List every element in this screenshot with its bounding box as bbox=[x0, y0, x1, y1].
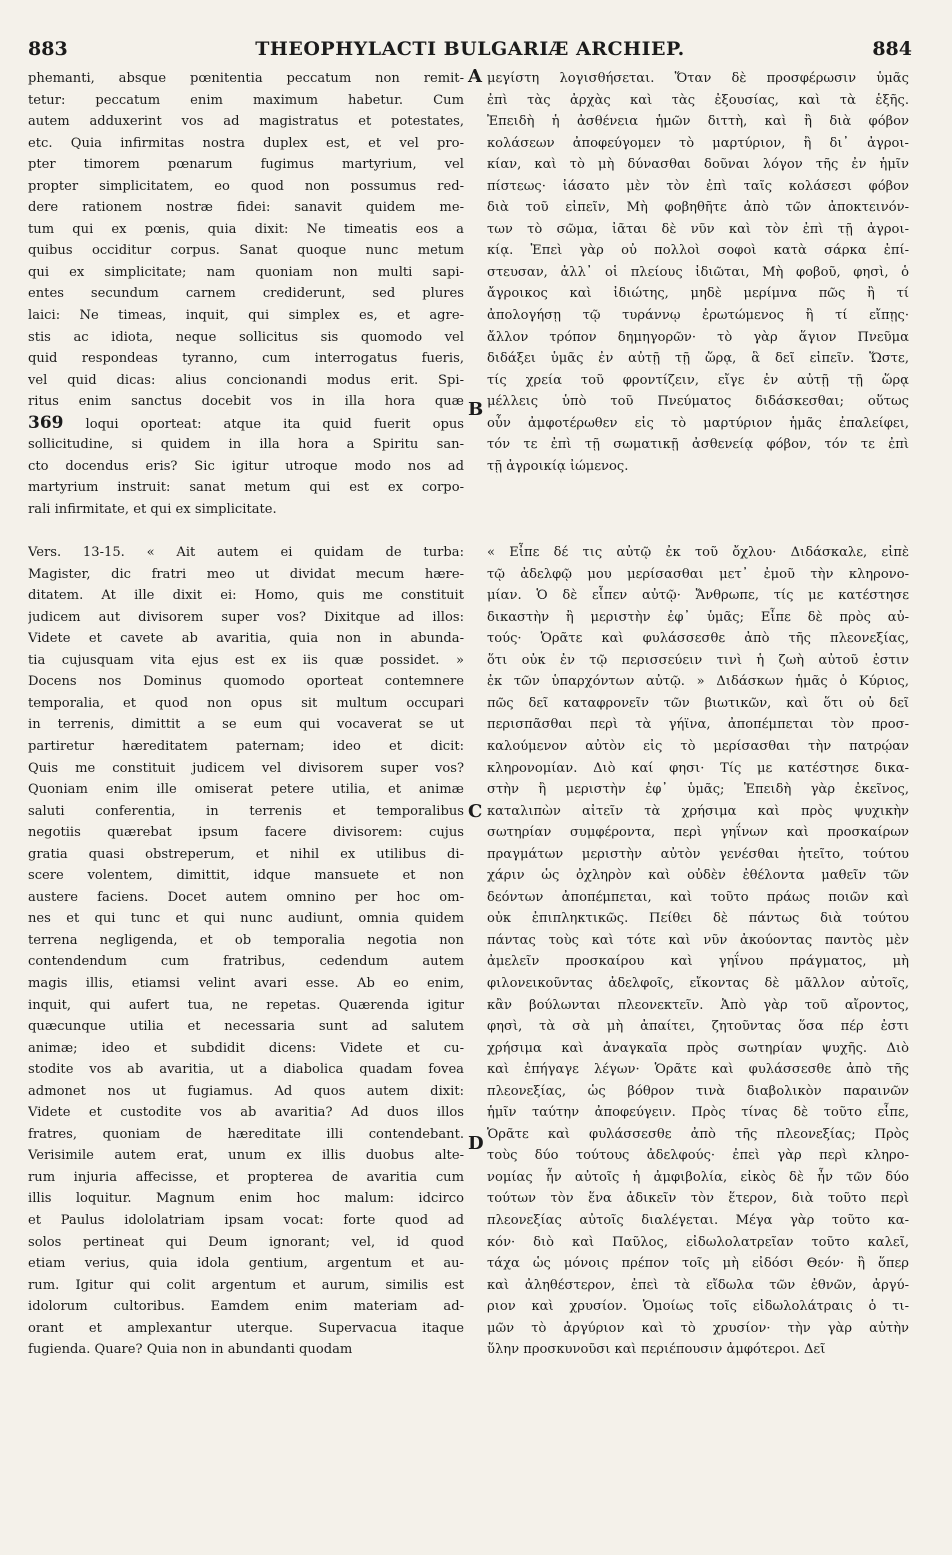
page-header bbox=[28, 38, 912, 64]
greek-line: ἄλλον τρόπον δημηγορῶν· τὸ γὰρ ἅγιον Πνεῦμα bbox=[487, 329, 909, 345]
latin-line: vel quid dicas: alius concionandi modus erit. Spi- bbox=[28, 372, 464, 388]
greek-line: οὐκ ἐπιπληκτικῶς. Πείθει δὲ πάντως διὰ τούτου bbox=[487, 911, 909, 927]
greek-line: κίαν, καὶ τὸ μὴ δύνασθαι δοῦναι λόγον τῆς ἐν ἡμῖν bbox=[487, 157, 909, 173]
greek-line: τάχα ὡς μόνοις πρέπον τοῖς μὴ εἰδόσι Θεόν· ἢ ὅπερ bbox=[487, 1256, 909, 1272]
greek-line: « Εἶπε δέ τις αὐτῷ ἐκ τοῦ ὄχλου· Διδάσκαλε, εἰπὲ bbox=[487, 545, 909, 561]
latin-line: scere volentem, dimittit, idque mansuete et non bbox=[28, 868, 464, 884]
greek-line: των τὸ σῶμα, ἰᾶται δὲ νῦν καὶ τὸν ἐπὶ τῇ ἀγροι- bbox=[487, 221, 909, 237]
greek-line: τούτων τὸν ἕνα ἀδικεῖν τὸν ἕτερον, διὰ τοῦτο περὶ bbox=[487, 1191, 909, 1207]
latin-line: quæcunque utilia et necessaria sunt ad salutem bbox=[28, 1019, 464, 1035]
greek-line: ἄγροικος καὶ ἰδιώτης, μηδὲ μερίμνα πῶς ἢ τί bbox=[487, 286, 909, 302]
latin-line: Vers. 13-15. « Ait autem ei quidam de turba: bbox=[28, 545, 464, 561]
latin-line: ritus enim sanctus docebit vos in illa hora quæ bbox=[28, 394, 464, 410]
greek-line: στευσαν, ἀλλ᾽ οἱ πλείους ἰδιῶται, Μὴ φοβοῦ, φησὶ, ὁ bbox=[487, 264, 909, 280]
latin-line: phemanti, absque pœnitentia peccatum non remit- bbox=[28, 71, 464, 86]
latin-line: Verisimile autem erat, unum ex illis duobus alte- bbox=[28, 1148, 464, 1164]
greek-line: Ὁρᾶτε καὶ φυλάσσεσθε ἀπὸ τῆς πλεονεξίας; Πρὸς bbox=[487, 1126, 909, 1142]
greek-line: κληρονομίαν. Διὸ καί φησι· Τίς με κατέστησε δικα- bbox=[487, 760, 909, 776]
greek-line: φιλονεικοῦντας ἀδελφοῖς, εἴκοντας δὲ μᾶλλον αὐτοῖς, bbox=[487, 975, 909, 991]
paragraph-gap bbox=[487, 477, 909, 499]
greek-line: καὶ ἐπήγαγε λέγων· Ὁρᾶτε καὶ φυλάσσεσθε ἀπὸ τῆς bbox=[487, 1062, 909, 1078]
latin-line: ditatem. At ille dixit ei: Homo, quis me constituit bbox=[28, 588, 464, 604]
latin-line: nes et qui tunc et qui nunc audiunt, omnia quidem bbox=[28, 911, 464, 927]
greek-line: ἀπολογήσῃ τῷ τυράννῳ ἐρωτώμενος ἢ τί εἴπῃς· bbox=[487, 308, 909, 324]
greek-line: δικαστὴν ἢ μεριστὴν ἐφ᾽ ὑμᾶς; Εἶπε δὲ πρὸς αὐ- bbox=[487, 609, 909, 625]
paragraph-gap bbox=[487, 499, 909, 521]
latin-line: inquit, qui aufert tua, ne repetas. Quærenda igitur bbox=[28, 997, 464, 1013]
greek-line: δεόντων ἀποπέμπεται, καὶ τοῦτο πράως ποιῶν καὶ bbox=[487, 889, 909, 905]
greek-line: μίαν. Ὁ δὲ εἶπεν αὐτῷ· Ἄνθρωπε, τίς με κατέστησε bbox=[487, 588, 909, 604]
latin-line: in terrenis, dimittit a se eum qui vocaverat se ut bbox=[28, 717, 464, 733]
latin-line: etc. Quia infirmitas nostra duplex est, et vel pro- bbox=[28, 135, 464, 151]
greek-line: διδάξει ὑμᾶς ἐν αὐτῇ τῇ ὥρᾳ, ἃ δεῖ εἰπεῖν. Ὥστε, bbox=[487, 351, 909, 367]
latin-line: Quoniam enim ille omiserat petere utilia, et animæ bbox=[28, 782, 464, 798]
latin-line: stodite vos ab avaritia, ut a diabolica quadam fovea bbox=[28, 1062, 464, 1078]
latin-line: tum qui ex pœnis, quia dixit: Ne timeatis eos a bbox=[28, 221, 464, 237]
latin-line: qui ex simplicitate; nam quoniam non multi sapi- bbox=[28, 264, 464, 280]
greek-line: τοὺς δύο τούτους ἀδελφούς· ἐπεὶ γὰρ περὶ κληρο- bbox=[487, 1148, 909, 1164]
latin-line: 369 loqui oporteat: atque ita quid fuerit opus bbox=[28, 412, 464, 433]
latin-line: pter timorem pœnarum fugimus martyrium, vel bbox=[28, 157, 464, 173]
latin-line: propter simplicitatem, eo quod non possumus red- bbox=[28, 178, 464, 194]
latin-line: rali infirmitate, et qui ex simplicitate. bbox=[28, 501, 277, 517]
greek-line: κἂν βούλωνται πλεονεκτεῖν. Ἀπὸ γὰρ τοῦ αἴροντος, bbox=[487, 997, 909, 1013]
greek-line: καταλιπὼν αἰτεῖν τὰ χρήσιμα καὶ πρὸς ψυχικὴν bbox=[487, 803, 909, 819]
latin-line: Videte et cavete ab avaritia, quia non in abunda- bbox=[28, 631, 464, 647]
latin-line: admonet nos ut fugiamus. Ad quos autem dixit: bbox=[28, 1083, 464, 1099]
greek-line: κολάσεων ἀποφεύγομεν τὸ μαρτύριον, ἢ δι᾽ ἀγροι- bbox=[487, 135, 909, 151]
greek-line: τόν τε ἐπὶ τῇ σωματικῇ ἀσθενείᾳ φόβον, τόν τε ἐπὶ bbox=[487, 437, 909, 453]
greek-line: κόν· διὸ καὶ Παῦλος, εἰδωλολατρεῖαν τοῦτο καλεῖ, bbox=[487, 1234, 909, 1250]
greek-line: ἡμῖν ταύτην ἀποφεύγειν. Πρὸς τίνας δὲ τοῦτο εἶπε, bbox=[487, 1105, 909, 1121]
greek-line: ἐπὶ τὰς ἀρχὰς καὶ τὰς ἐξουσίας, καὶ τὰ ἑξῆς. bbox=[487, 92, 909, 108]
greek-line: φησὶ, τὰ σὰ μὴ ἀπαίτει, ζητοῦντας ὅσα πέρ ἐστι bbox=[487, 1019, 909, 1035]
greek-column bbox=[487, 68, 909, 1361]
margin-letter-c: C bbox=[468, 801, 483, 822]
margin-letter-a: A bbox=[468, 66, 482, 87]
greek-line: καὶ ἀληθέστερον, ἐπεὶ τὰ εἴδωλα τῶν ἐθνῶν, ἀργύ- bbox=[487, 1277, 909, 1293]
greek-line: ὅτι οὐκ ἐν τῷ περισσεύειν τινὶ ἡ ζωὴ αὐτοῦ ἐστιν bbox=[487, 652, 909, 668]
latin-line: animæ; ideo et subdidit dicens: Videte et cu- bbox=[28, 1040, 464, 1056]
latin-line: saluti conferentia, in terrenis et temporalibus bbox=[28, 803, 464, 819]
paragraph-gap bbox=[28, 520, 464, 542]
latin-line: laici: Ne timeas, inquit, qui simplex es, et agre- bbox=[28, 308, 464, 324]
greek-line: πίστεως· ἰάσατο μὲν τὸν ἐπὶ ταῖς κολάσεσι φόβον bbox=[487, 178, 909, 194]
greek-line: μῶν τὸ ἀργύριον καὶ τὸ χρυσίον· τὴν γὰρ αὐτὴν bbox=[487, 1320, 909, 1336]
greek-line: χρήσιμα καὶ ἀναγκαῖα πρὸς σωτηρίαν ψυχῆς. Διὸ bbox=[487, 1040, 909, 1056]
greek-line: πλεονεξίας αὐτοῖς διαλέγεται. Μέγα γὰρ τοῦτο κα- bbox=[487, 1212, 909, 1228]
greek-line: οὖν ἀμφοτέρωθεν εἰς τὸ μαρτύριον ἡμᾶς ἐπαλείφει, bbox=[487, 415, 909, 431]
latin-line: quibus occiditur corpus. Sanat quoque nunc metum bbox=[28, 243, 464, 259]
latin-line: et Paulus idololatriam ipsam vocat: forte quod ad bbox=[28, 1212, 464, 1228]
running-title: THEOPHYLACTI BULGARIÆ ARCHIEP. bbox=[255, 38, 685, 60]
latin-line: rum injuria affecisse, et propterea de avaritia cum bbox=[28, 1169, 464, 1185]
greek-line: ἀμελεῖν προσκαίρου καὶ γηΐνου πράγματος, μὴ bbox=[487, 954, 909, 970]
paragraph-gap bbox=[487, 520, 909, 542]
margin-letter-d: D bbox=[468, 1133, 484, 1154]
greek-line: πάντας τοὺς καὶ τότε καὶ νῦν ἀκούοντας παντὸς μὲν bbox=[487, 932, 909, 948]
latin-line: gratia quasi obstreperum, et nihil ex utilibus di- bbox=[28, 846, 464, 862]
greek-line: τῷ ἀδελφῷ μου μερίσασθαι μετ᾽ ἐμοῦ τὴν κληρονο- bbox=[487, 566, 909, 582]
greek-line: πλεονεξίας, ὡς βόθρον τινὰ διαβολικὸν παραινῶν bbox=[487, 1083, 909, 1099]
greek-line: ριον καὶ χρυσίον. Ὁμοίως τοῖς εἰδωλολάτραις ὁ τι- bbox=[487, 1299, 909, 1315]
latin-line: dere rationem nostræ fidei: sanavit quidem me- bbox=[28, 200, 464, 216]
latin-line: fratres, quoniam de hæreditate illi contendebant. bbox=[28, 1126, 464, 1142]
latin-line: cto docendus eris? Sic igitur utroque modo nos ad bbox=[28, 458, 464, 474]
greek-line: στὴν ἢ μεριστὴν ἐφ᾽ ὑμᾶς; Ἐπειδὴ γὰρ ἐκεῖνος, bbox=[487, 782, 909, 798]
greek-line: χάριν ὡς ὀχληρὸν καὶ οὐδὲν ἐθέλοντα μαθεῖν τῶν bbox=[487, 868, 909, 884]
latin-column bbox=[28, 68, 464, 1361]
latin-line: Docens nos Dominus quomodo oporteat contemnere bbox=[28, 674, 464, 690]
latin-line: tia cujusquam vita ejus est ex iis quæ possidet. » bbox=[28, 652, 464, 668]
latin-line: terrena negligenda, et ob temporalia negotia non bbox=[28, 932, 464, 948]
greek-line: σωτηρίαν συμφέροντα, περὶ γηΐνων καὶ προσκαίρων bbox=[487, 825, 909, 841]
greek-line: ἐκ τῶν ὑπαρχόντων αὐτῷ. » Διδάσκων ἡμᾶς ὁ Κύριος, bbox=[487, 674, 909, 690]
latin-line: Videte et custodite vos ab avaritia? Ad duos illos bbox=[28, 1105, 464, 1121]
greek-line: περισπᾶσθαι περὶ τὰ γήϊνα, ἀποπέμπεται τὸν προσ- bbox=[487, 717, 909, 733]
latin-line: entes secundum carnem crediderunt, sed plures bbox=[28, 286, 464, 302]
latin-line: stis ac idiota, neque sollicitus sis quomodo vel bbox=[28, 329, 464, 345]
page-number-right: 884 bbox=[872, 38, 912, 60]
column-number-marker: 369 bbox=[28, 412, 64, 433]
greek-line: τίς χρεία τοῦ φροντίζειν, εἴγε ἐν αὐτῇ τῇ ὥρᾳ bbox=[487, 372, 909, 388]
latin-line: illis loquitur. Magnum enim hoc malum: idcirco bbox=[28, 1191, 464, 1207]
latin-line: temporalia, et quod non opus sit multum occupari bbox=[28, 695, 464, 711]
greek-line: ὕλην προσκυνοῦσι καὶ περιέπουσιν ἀμφότεροι. Δεῖ bbox=[487, 1342, 826, 1358]
latin-line: Quis me constituit judicem vel divisorem super vos? bbox=[28, 760, 464, 776]
latin-line: contendendum cum fratribus, cedendum autem bbox=[28, 954, 464, 970]
latin-line: quid respondeas tyranno, cum interrogatus fueris, bbox=[28, 351, 464, 367]
greek-line: μέλλεις ὑπὸ τοῦ Πνεύματος διδάσκεσθαι; οὕτως bbox=[487, 394, 909, 410]
latin-line: orant et amplexantur uterque. Supervacua itaque bbox=[28, 1320, 464, 1336]
latin-line: magis illis, etiamsi velint avari esse. Ab eo enim, bbox=[28, 975, 464, 991]
page-number-left: 883 bbox=[28, 38, 68, 60]
latin-line: judicem aut divisorem super vos? Dixitque ad illos: bbox=[28, 609, 464, 625]
latin-line: martyrium instruit: sanat metum qui est ex corpo- bbox=[28, 480, 464, 496]
greek-line: καλούμενον αὐτὸν εἰς τὸ μερίσασθαι τὴν πατρῴαν bbox=[487, 738, 909, 754]
greek-line: κίᾳ. Ἐπεὶ γὰρ οὐ πολλοὶ σοφοὶ κατὰ σάρκα ἐπί- bbox=[487, 243, 909, 259]
greek-line: πραγμάτων μεριστὴν αὐτὸν γενέσθαι ἠτεῖτο, τούτου bbox=[487, 846, 909, 862]
greek-line: μεγίστη λογισθήσεται. Ὅταν δὲ προσφέρωσιν ὑμᾶς bbox=[487, 71, 909, 86]
latin-line: sollicitudine, si quidem in illa hora a Spiritu san- bbox=[28, 437, 464, 453]
latin-line: fugienda. Quare? Quia non in abundanti quodam bbox=[28, 1342, 353, 1358]
greek-line: πῶς δεῖ καταφρονεῖν τῶν βιωτικῶν, καὶ ὅτι οὐ δεῖ bbox=[487, 695, 909, 711]
latin-line: autem adduxerint vos ad magistratus et potestates, bbox=[28, 114, 464, 130]
latin-line: partiretur hæreditatem paternam; ideo et dicit: bbox=[28, 738, 464, 754]
greek-line: Ἐπειδὴ ἡ ἀσθένεια ἡμῶν διττὴ, καὶ ἢ διὰ φόβον bbox=[487, 114, 909, 130]
greek-line: τῇ ἀγροικίᾳ ἰώμενος. bbox=[487, 458, 629, 474]
latin-line: rum. Igitur qui colit argentum et aurum, similis est bbox=[28, 1277, 464, 1293]
latin-line: tetur: peccatum enim maximum habetur. Cum bbox=[28, 92, 464, 108]
greek-line: τούς· Ὁρᾶτε καὶ φυλάσσεσθε ἀπὸ τῆς πλεονεξίας, bbox=[487, 631, 909, 647]
greek-line: νομίας ἦν αὐτοῖς ἡ ἀμφιβολία, εἰκὸς δὲ ἦν τῶν δύο bbox=[487, 1169, 909, 1185]
latin-line: negotiis quærebat ipsum facere divisorem: cujus bbox=[28, 825, 464, 841]
latin-line: etiam verius, quia idola gentium, argentum et au- bbox=[28, 1256, 464, 1272]
latin-line: austere faciens. Docet autem omnino per hoc om- bbox=[28, 889, 464, 905]
latin-line: idolorum cultoribus. Eamdem enim materiam ad- bbox=[28, 1299, 464, 1315]
greek-line: διὰ τοῦ εἰπεῖν, Μὴ φοβηθῆτε ἀπὸ τῶν ἀποκτεινόν- bbox=[487, 200, 909, 216]
latin-line: solos pertineat qui Deum ignorant; vel, id quod bbox=[28, 1234, 464, 1250]
margin-letter-b: B bbox=[468, 399, 484, 420]
latin-line: Magister, dic fratri meo ut dividat mecum hære- bbox=[28, 566, 464, 582]
